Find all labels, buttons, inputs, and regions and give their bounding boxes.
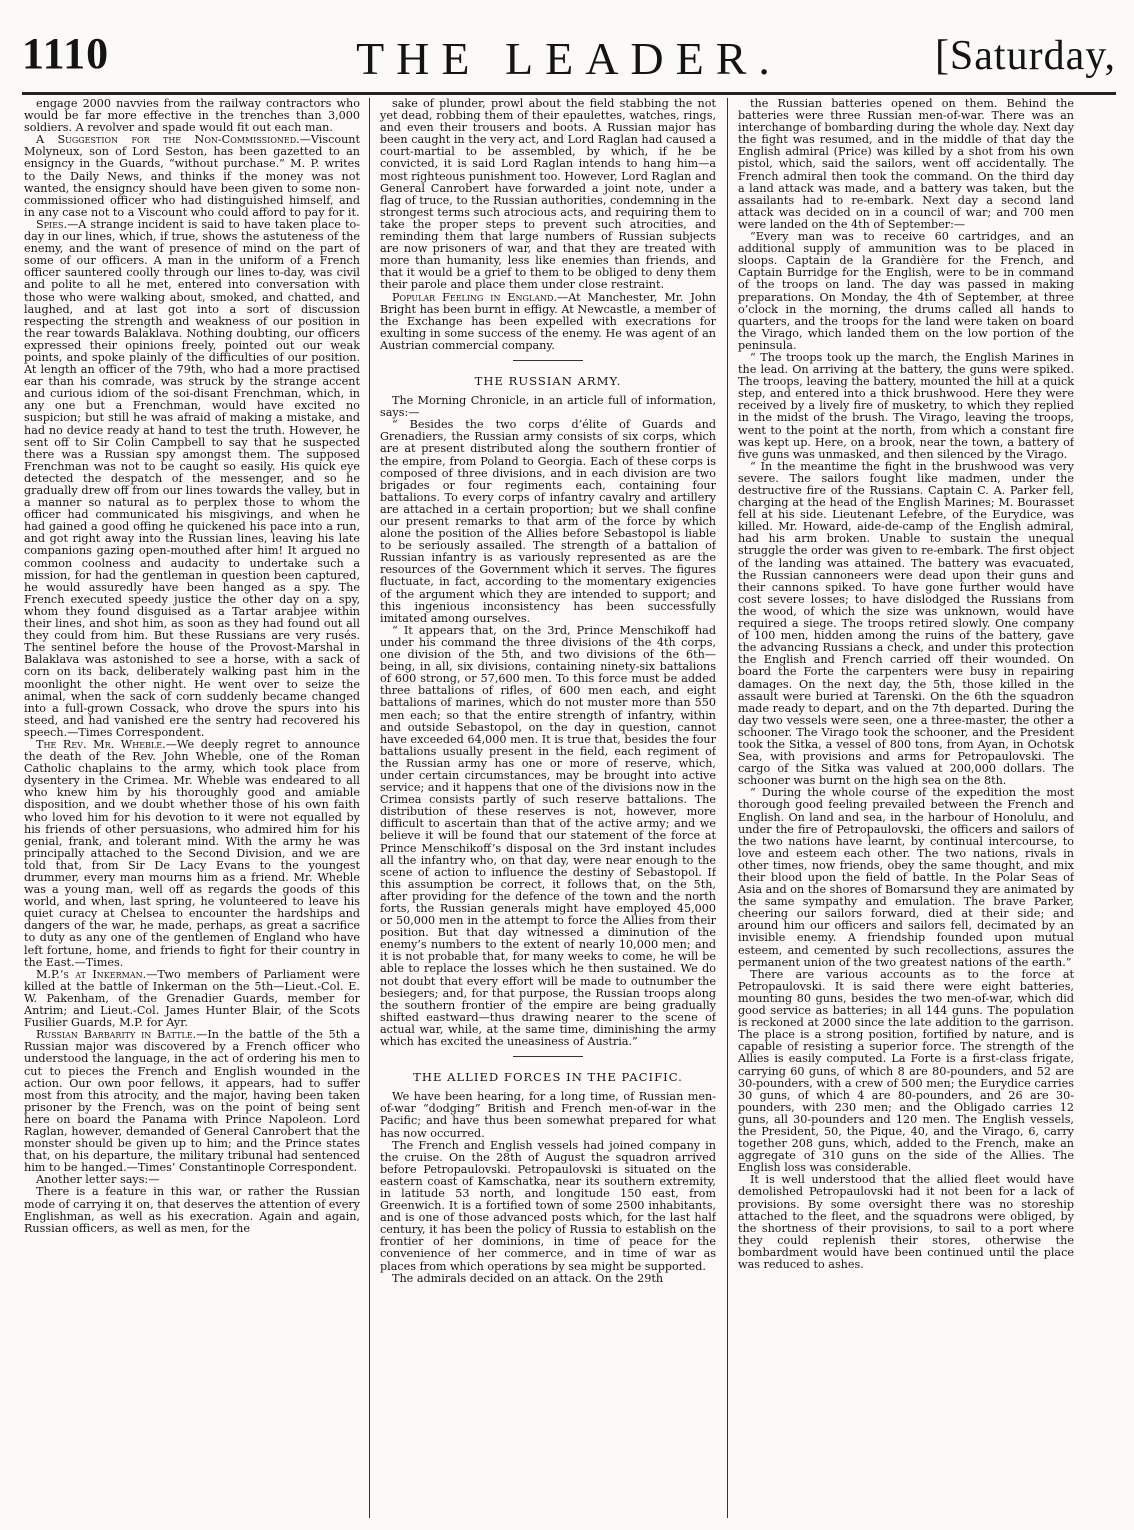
paragraph-lead: The Rev. Mr. Wheble. <box>36 737 166 751</box>
paragraph-text: engage 2000 navvies from the railway contractors who would be far more effective in the trenches than 3,000 soldiers. A revolver and spade would fit out each man. <box>24 98 360 135</box>
paragraph-text: It is well understood that the allied fleet would have demolished Petropaulovski had it not been for a lack of provisions. By some oversight there was no storeship attached to the fleet, and the squadrons were obliged, by the shortness of their provisions, to sail to a port where they could replenish their stores, otherwise the bombardment would have been continued until the place was reduced to ashes. <box>738 1173 1074 1271</box>
article-paragraph <box>380 419 716 625</box>
column-divider <box>369 98 370 1518</box>
article-paragraph <box>24 1186 360 1234</box>
paragraph-lead: Russian Barbarity in Battle. <box>36 1028 197 1042</box>
article-paragraph <box>380 1273 716 1285</box>
paragraph-text: sake of plunder, prowl about the field stabbing the not yet dead, robbing them of their epaulettes, watches, rings, and even their trousers and boots. A Russian major has been caught in the very act, and Lord Raglan had caused a court-martial to be assembled, by which, if he be convicted, it is said Lord Raglan intends to hang him—a most righteous punishment too. However, Lord Raglan and General Canrobert have forwarded a joint note, under a flag of truce, to the Russian authorities, condemning in the strongest terms such atrocious acts, and requiring them to take the proper steps to prevent such atrocities, and reminding them that large numbers of Russian subjects are now prisoners of war, and that they are treated with more than humanity, less like enemies than friends, and that it would be a grief to them to be obliged to deny them their parole and place them under close restraint. <box>380 98 716 292</box>
paragraph-text: “ During the whole course of the expedition the most thorough good feeling prevailed between the French and English. On land and sea, in the harbour of Honolulu, and under the fire of Petropaulovski, the officers and sailors of the two nations have learnt, by continual intercourse, to love and esteem each other. The two nations, rivals in other times, now friends, obey the same thought, and mix their blood upon the field of battle. In the Polar Seas of Asia and on the shores of Bomarsund they are animated by the same sympathy and emulation. The brave Parker, cheering our sailors forward, died at their side; and around him our officers and sailors fell, decimated by an invisible enemy. A friendship founded upon mutual esteem, and cemented by such recollections, assures the permanent union of the two greatest nations of the earth.” <box>738 786 1074 969</box>
paragraph-text: —Viscount Molyneux, son of Lord Seston, has been gazetted to an ensigncy in the Guards, “without purchase.” M. P. writes to the Daily News, and thinks if the money was not wanted, the ensigncy should have been given to some non-commissioned officer who had distinguished himself, and in any case not to a Viscount who could afford to pay for it. <box>24 133 360 219</box>
article-paragraph <box>380 98 716 292</box>
section-rule <box>513 1056 583 1057</box>
article-paragraph <box>738 461 1074 788</box>
paragraph-text: “ The troops took up the march, the English Marines in the lead. On arriving at the battery, the guns were spiked. The troops, leaving the battery, mounted the hill at a quick step, and entered into a thick brushwood. Here they were received by a lively fire of musketry, to which they replied in the midst of the brush. The Virago, leaving the troops, went to the point at the north, from which a constant fire was kept up. Here, on a brook, near the town, a battery of five guns was unmasked, and then silenced by the Virago. <box>738 350 1074 461</box>
article-paragraph <box>380 292 716 352</box>
newspaper-title: THE LEADER. <box>356 33 782 84</box>
article-paragraph <box>380 395 716 419</box>
article-paragraph <box>738 98 1074 231</box>
article-paragraph <box>380 1091 716 1139</box>
paragraph-lead: A Suggestion for the Non-Commissioned. <box>36 133 300 147</box>
article-paragraph <box>24 1029 360 1174</box>
masthead-rule <box>22 92 1116 95</box>
paragraph-text: There is a feature in this war, or rather the Russian mode of carrying it on, that deserves the attention of every Englishman, as well as his execration. Again and again, Russian officers, as well as men, for the <box>24 1185 360 1235</box>
paragraph-lead: M.P.’s at Inkerman. <box>36 967 147 981</box>
article-paragraph <box>380 625 716 1048</box>
paragraph-text: “ It appears that, on the 3rd, Prince Menschikoff had under his command the three divisions of the 4th corps, one division of the 5th, and two divisions of the 6th—being, in all, six divisions, containing ninety-six battalions of 600 strong, or 57,600 men. To this force must be added three battalions of rifles, of 600 men each, and eight battalions of marines, which do not muster more than 550 men each; so that the entire strength of infantry, within and outside Sebastopol, on the day in question, cannot have exceeded 64,000 men. It is true that, besides the four battalions usually present in the field, each regiment of the Russian army has one or more of reserve, which, under certain circumstances, may be brought into active service; and it happens that one of the divisions now in the Crimea consists partly of such reserve battalions. The distribution of these reserves is not, however, more difficult to ascertain than that of the active army; and we believe it will be found that our statement of the force at Prince Menschikoff’s disposal on the 3rd instant includes all the infantry who, on that day, were near enough to the scene of action to influence the destiny of Sebastopol. If this assumption be correct, it follows that, on the 5th, after providing for the defence of the town and the north forts, the Russian generals might have employed 45,000 or 50,000 men in the attempt to force the Allies from their position. But that day witnessed a diminution of the enemy’s numbers to the extent of nearly 10,000 men; and it is not probable that, for many weeks to come, he will be able to replace the losses which he then sustained. We do not doubt that every effort will be made to outnumber the besiegers; and, for that purpose, the Russian troops along the southern frontier of the empire are being gradually shifted eastward—thus drawing nearer to the scene of actual war, while, at the same time, diminishing the army which has excited the uneasiness of Austria.” <box>380 623 716 1049</box>
article-paragraph <box>738 787 1074 968</box>
article-paragraph <box>24 969 360 1029</box>
paragraph-lead: Spies. <box>36 217 68 231</box>
column-2 <box>380 98 716 1518</box>
paragraph-text: —In the battle of the 5th a Russian major was discovered by a French officer who understood the language, in the act of ordering his men to cut to pieces the French and English wounded in the action. Our own poor fellows, it appears, had to suffer most from this atrocity, and the major, having been taken prisoner by the French, was on the point of being sent here on board the Panama with Prince Napoleon. Lord Raglan, however, demanded of General Canrobert that the monster should be given up to him; and the Prince states that, on his departure, the military tribunal had sentenced him to be hanged.—Times’ Constantinople Correspondent. <box>24 1028 360 1175</box>
paragraph-text: The admirals decided on an attack. On the 29th <box>392 1271 664 1285</box>
paragraph-text: Another letter says:— <box>36 1173 160 1187</box>
column-3 <box>738 98 1074 1518</box>
paragraph-lead: Popular Feeling in England. <box>392 290 557 304</box>
column-divider <box>727 98 728 1518</box>
article-paragraph <box>24 134 360 219</box>
paragraph-text: —We deeply regret to announce the death of the Rev. John Wheble, one of the Roman Catholic chaplains to the army, which took place from dysentery in the Crimea. Mr. Wheble was endeared to all who knew him by his thoroughly good and amiable disposition, and we doubt whether those of his own faith who loved him for his devotion to it were not equalled by his friends of other persuasions, who admired him for his genial, frank, and tolerant mind. With the army he was principally attached to the Second Division, and we are told that, from Sir De Lacy Evans to the youngest drummer, every man mourns him as a friend. Mr. Wheble was a young man, well off as regards the goods of this world, and when, last spring, he volunteered to leave his quiet curacy at Chelsea to encounter the hardships and dangers of the war, he made, perhaps, as great a sacrifice to duty as any one of the gentlemen of England who have left fortune, home, and friends to fight for their country in the East.—Times. <box>24 737 360 969</box>
article-paragraph <box>738 231 1074 352</box>
section-rule <box>513 360 583 361</box>
paragraph-text: “ Besides the two corps d’élite of Guards and Grenadiers, the Russian army consists of six corps, which are at present distributed along the southern frontier of the empire, from Poland to Georgia. Each of these corps is composed of three divisions, and in each division are two brigades or four regiments each, containing four battalions. To every corps of infantry cavalry and artillery are attached in a certain proportion; but we shall confine our present remarks to that arm of the force by which alone the position of the Allies before Sebastopol is liable to be seriously assailed. The strength of a battalion of Russian infantry is as variously represented as are the resources of the Government which it serves. The figures fluctuate, in fact, according to the momentary exigencies of the argument which they are intended to support; and this ingenious inconsistency has been successfully imitated among ourselves. <box>380 418 716 625</box>
section-heading: THE ALLIED FORCES IN THE PACIFIC. <box>413 1070 683 1085</box>
paragraph-text: the Russian batteries opened on them. Behind the batteries were three Russian men-of-war. There was an interchange of bombarding during the whole day. Next day the fight was resumed, and in the middle of that day the English admiral (Price) was killed by a shot from his own pistol, which, said the sailors, went off accidentally. The French admiral then took the command. On the third day a land attack was made, and a battery was taken, but the assailants had to re-embark. Next day a second land attack was decided on in a council of war; and 700 men were landed on the 4th of September:— <box>738 98 1074 231</box>
paragraph-text: The French and English vessels had joined company in the cruise. On the 28th of August the squadron arrived before Petropaulovski. Petropaulovski is situated on the eastern coast of Kamschatka, near its southern extremity, in latitude 53 north, and longitude 150 east, from Greenwich. It is a fortified town of some 2500 inhabitants, and is one of those advanced posts which, for the last half century, it has been the policy of Russia to establish on the frontier of her dominions, in time of peace for the convenience of her commerce, and in time of war as places from which operations by sea might be supported. <box>380 1138 716 1273</box>
paragraph-text: We have been hearing, for a long time, of Russian men-of-war “dodging” British and French men-of-war in the Pacific; and have thus been somewhat prepared for what has now occurred. <box>380 1090 716 1140</box>
article-paragraph <box>738 1174 1074 1271</box>
section-heading: THE RUSSIAN ARMY. <box>474 373 622 388</box>
article-paragraph <box>24 219 360 739</box>
paragraph-text: There are various accounts as to the force at Petropaulovski. It is said there were eight batteries, mounting 80 guns, besides the two men-of-war, which did good service as batteries; in all 144 guns. The population is reckoned at 2000 since the late addition to the garrison. The place is a strong position, fortified by nature, and is capable of resisting a superior force. The strength of the Allies is easily computed. La Forte is a first-class frigate, carrying 60 guns, of which 8 are 80-pounders, and 52 are 30-pounders, with a crew of 500 men; the Eurydice carries 30 guns, of which 4 are 80-pounders, and 26 are 30-pounders, with 230 men; and the Obligado carries 12 guns, all 30-pounders and 120 men. The English vessels, the President, 50, the Pique, 40, and the Virago, 6, carry together 208 guns, which, added to the French, make an aggregate of 310 guns on the side of the Allies. The English loss was considerable. <box>738 967 1074 1175</box>
article-paragraph <box>380 1140 716 1273</box>
paragraph-text: —A strange incident is said to have taken place to-day in our lines, which, if true, shows the astuteness of the enemy, and the want of presence of mind on the part of some of our officers. A man in the uniform of a French officer sauntered coolly through our lines to-day, was civil and polite to all he met, entered into conversation with those who were walking about, smoked, and chatted, and laughed, and at last got into a sort of discussion respecting the strength and weakness of our position in the rear towards Balaklava. Nothing doubting, our officers expressed their opinions freely, pointed out our weak points, and spoke plainly of the difficulties of our position. At length an officer of the 79th, who had a more practised ear than his comrade, was struck by the strange accent and curious idiom of the soi-disant Frenchman, which, in any one but a Frenchman, would have excited no suspicion; but still he was afraid of making a mistake, and had no device ready at hand to test the truth. However, he sent off to Sir Colin Campbell to say that he suspected there was a Russian spy amongst them. The supposed Frenchman was not to be caught so easily. His quick eye detected the despatch of the messenger, and so he gradually drew off from our lines towards the valley, but in a manner so natural as to perplex those to whom the officer had communicated his misgivings, and when he had gained a good offing he quickened his pace into a run, and got right away into the Russian lines, leaving his late companions gazing open-mouthed after him! It argued no common coolness and audacity to undertake such a mission, for had the gentleman in question been captured, he would assuredly have been hanged as a spy. The French executed speedy justice the other day on a spy, whom they found disguised as a Tartar arabjee within their lines, and shot him, as soon as they had found out all they could from him. But these Russians are very rusés. The sentinel before the house of the Provost-Marshal in Balaklava was astonished to see a horse, with a sack of corn on its back, deliberately walking past him in the moonlight the other night. He went over to seize the animal, when the sack of corn suddenly became changed into a full-grown Cossack, who drove the spurs into his steed, and had vanished ere the sentry had recovered his speech.—Times Correspondent. <box>24 217 360 739</box>
paragraph-text: The Morning Chronicle, in an article full of information, says:— <box>380 394 716 420</box>
masthead <box>22 6 1116 94</box>
article-paragraph <box>738 352 1074 461</box>
article-paragraph <box>24 739 360 969</box>
paragraph-text: —At Manchester, Mr. John Bright has been burnt in effigy. At Newcastle, a member of the Exchange has been expelled with execrations for exulting in some success of the enemy. He was agent of an Austrian commercial company. <box>380 290 716 352</box>
article-paragraph <box>738 969 1074 1175</box>
page-number: 1110 <box>22 29 110 78</box>
column-1 <box>24 98 360 1518</box>
paragraph-text: —Two members of Parliament were killed at the battle of Inkerman on the 5th—Lieut.-Col. E. W. Pakenham, of the Grenadier Guards, member for Antrim; and Lieut.-Col. James Hunter Blair, of the Scots Fusilier Guards, M.P. for Ayr. <box>24 967 360 1030</box>
article-paragraph <box>24 98 360 134</box>
paragraph-text: “Every man was to receive 60 cartridges, and an additional supply of ammunition was to be placed in sloops. Captain de la Grandière for the French, and Captain Burridge for the English, were to be in command of the troops on land. The day was passed in making preparations. On Monday, the 4th of September, at three o’clock in the morning, the drums called all hands to quarters, and the troops for the land were taken on board the Virago, which landed them on the low portion of the peninsula. <box>738 230 1074 352</box>
dateline: [Saturday, <box>934 33 1116 79</box>
paragraph-text: “ In the meantime the fight in the brushwood was very severe. The sailors fought like madmen, under the destructive fire of the Russians. Captain C. A. Parker fell, charging at the head of the English Marines; M. Bourasset fell at his side. Lieutenant Lefebre, of the Eurydice, was killed. Mr. Howard, aide-de-camp of the English admiral, had his arm broken. Unable to sustain the unequal struggle the order was given to re-embark. The first object of the landing was attained. The battery was evacuated, the Russian cannoneers were dead upon their guns and their cannons spiked. To have gone further would have cost severe losses; to have dislodged the Russians from the wood, of which the size was unknown, would have required a siege. The troops retired slowly. One company of 100 men, hidden among the ruins of the battery, gave the advancing Russians a check, and under this protection the English and French carried off their wounded. On board the Forte the carpenters were busy in repairing damages. On the next day, the 5th, those killed in the assault were buried at Tarenski. On the 6th the squadron made ready to depart, and on the 7th departed. During the day two vessels were seen, one a three-master, the other a schooner. The Virago took the schooner, and the President took the Sitka, a vessel of 800 tons, from Ayan, in Ochotsk Sea, with provisions and arms for Petropaulovski. The cargo of the Sitka was valued at 200,000 dollars. The schooner was burnt on the high sea on the 8th. <box>738 459 1074 788</box>
